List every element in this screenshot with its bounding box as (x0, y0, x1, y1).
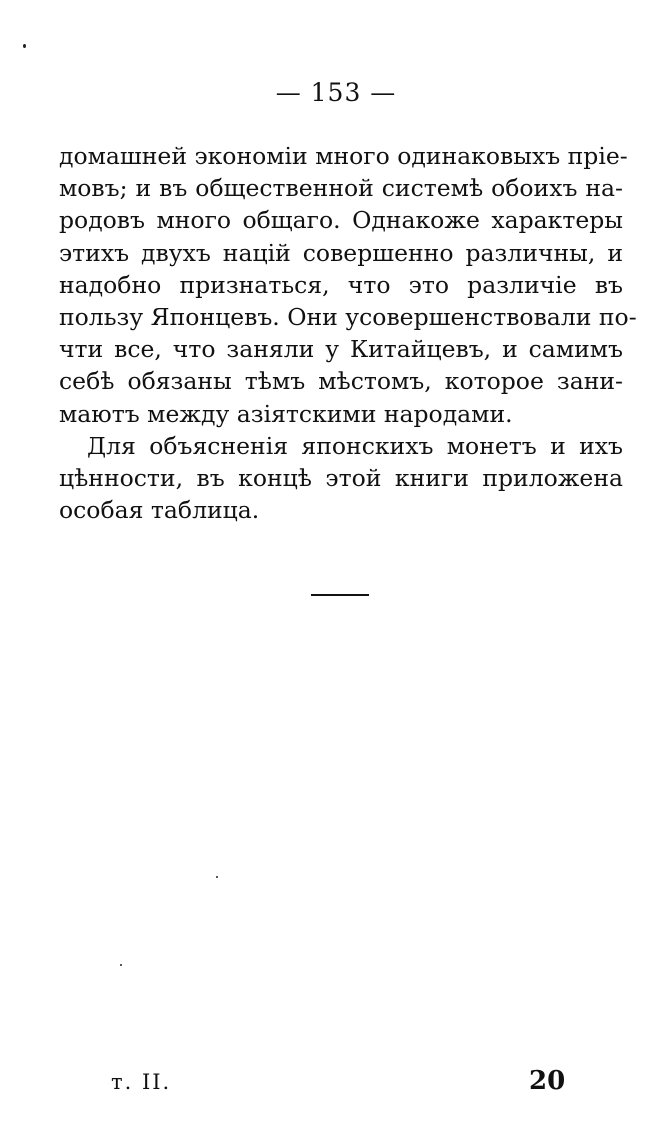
text-line: маютъ между азіятскими народами. (59, 399, 513, 428)
text-line: пользу Японцевъ. Они усовершенствовали по- (59, 302, 637, 331)
signature-mark: т. II. (111, 1070, 172, 1094)
paper-speck (120, 964, 122, 966)
text-line: себѣ обязаны тѣмъ мѣстомъ, которое зани- (59, 367, 623, 396)
paragraph-1 (59, 140, 637, 430)
text-line: цѣнности, въ концѣ этой книги приложена (59, 463, 623, 492)
text-line: особая таблица. (59, 496, 260, 525)
body-text (59, 140, 637, 526)
text-line: родовъ много общаго. Однакоже характеры (59, 206, 623, 235)
text-line: этихъ двухъ націй совершенно различны, и (59, 238, 623, 267)
sheet-number: 20 (529, 1066, 566, 1096)
text-line: мовъ; и въ общественной системѣ обоихъ на- (59, 174, 623, 203)
paragraph-2 (59, 430, 623, 527)
paper-speck (216, 876, 218, 878)
text-line: чти все, что заняли у Китайцевъ, и самимъ (59, 335, 623, 364)
text-line: домашней экономіи много одинаковыхъ прiе- (59, 142, 628, 170)
paper-speck (23, 44, 26, 48)
text-line: Для объясненія японскихъ монетъ и ихъ (87, 431, 623, 460)
section-separator (311, 594, 369, 596)
text-line: надобно признаться, что это различіе въ (59, 270, 623, 299)
page-number: — 153 — (275, 78, 397, 107)
